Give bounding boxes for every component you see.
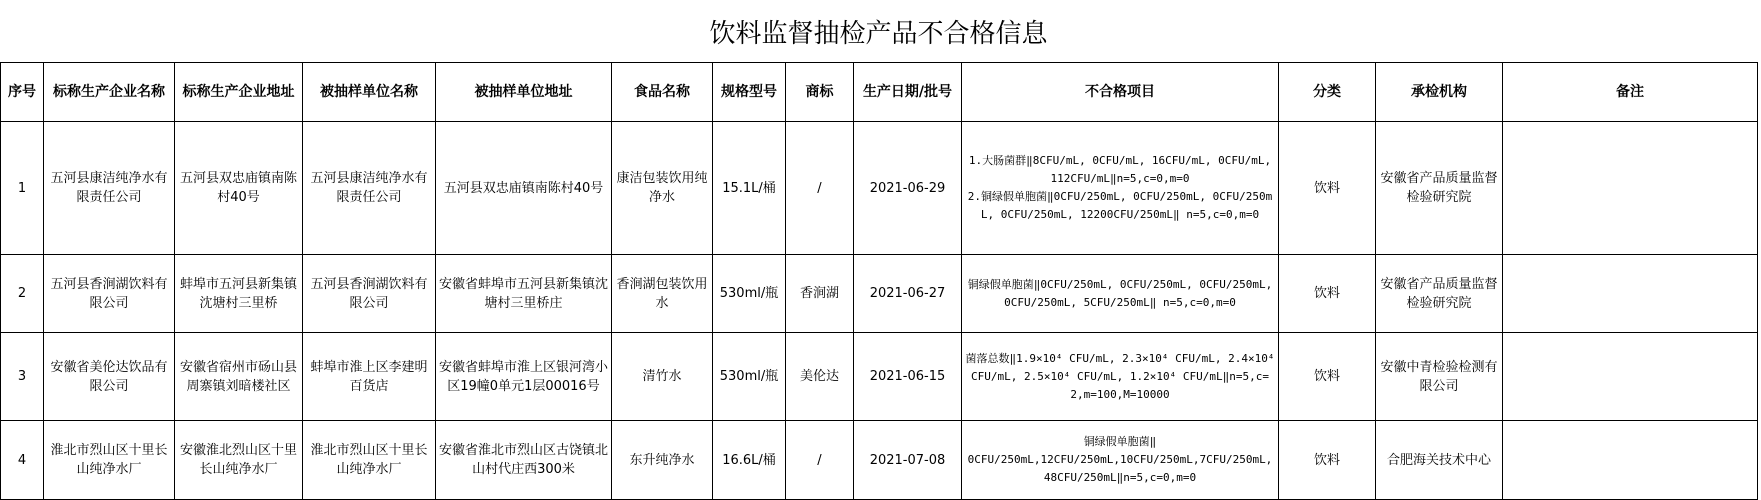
header-spec: 规格型号 [713,63,786,122]
header-category: 分类 [1279,63,1376,122]
cell-spec: 530ml/瓶 [713,255,786,333]
header-producer-address: 标称生产企业地址 [175,63,303,122]
cell-agency: 安徽省产品质量监督检验研究院 [1376,255,1503,333]
cell-spec: 15.1L/桶 [713,122,786,255]
cell-category: 饮料 [1279,122,1376,255]
header-producer: 标称生产企业名称 [44,63,175,122]
cell-category: 饮料 [1279,333,1376,421]
cell-food-name: 香涧湖包装饮用水 [612,255,713,333]
cell-date: 2021-06-27 [854,255,962,333]
cell-producer-address: 蚌埠市五河县新集镇沈塘村三里桥 [175,255,303,333]
cell-sampled-unit: 蚌埠市淮上区李建明百货店 [303,333,436,421]
cell-remark [1503,255,1758,333]
cell-producer: 五河县康洁纯净水有限责任公司 [44,122,175,255]
cell-remark [1503,122,1758,255]
cell-sampled-address: 五河县双忠庙镇南陈村40号 [436,122,612,255]
cell-defect: 铜绿假单胞菌‖0CFU/250mL, 0CFU/250mL, 0CFU/250mL, 0CFU/250mL, 5CFU/250mL‖ n=5,c=0,m=0 [962,255,1279,333]
cell-spec: 16.6L/桶 [713,421,786,500]
cell-sampled-unit: 淮北市烈山区十里长山纯净水厂 [303,421,436,500]
cell-sampled-unit: 五河县香涧湖饮料有限公司 [303,255,436,333]
cell-food-name: 康洁包装饮用纯净水 [612,122,713,255]
cell-sampled-address: 安徽省蚌埠市五河县新集镇沈塘村三里桥庄 [436,255,612,333]
cell-date: 2021-06-15 [854,333,962,421]
cell-producer-address: 五河县双忠庙镇南陈村40号 [175,122,303,255]
table-row [1,255,1758,333]
cell-remark [1503,333,1758,421]
header-defect: 不合格项目 [962,63,1279,122]
cell-date: 2021-06-29 [854,122,962,255]
cell-category: 饮料 [1279,421,1376,500]
cell-producer: 五河县香涧湖饮料有限公司 [44,255,175,333]
header-row [1,63,1758,122]
inspection-table [0,62,1758,500]
header-sampled-address: 被抽样单位地址 [436,63,612,122]
header-remark: 备注 [1503,63,1758,122]
cell-sampled-unit: 五河县康洁纯净水有限责任公司 [303,122,436,255]
cell-brand: 香涧湖 [786,255,854,333]
header-agency: 承检机构 [1376,63,1503,122]
cell-agency: 安徽中青检验检测有限公司 [1376,333,1503,421]
cell-defect: 菌落总数‖1.9×10⁴ CFU/mL, 2.3×10⁴ CFU/mL, 2.4×10⁴ CFU/mL, 2.5×10⁴ CFU/mL, 1.2×10⁴ CFU/mL‖n=5,c=2,m=100,M=10000 [962,333,1279,421]
cell-producer-address: 安徽省宿州市砀山县周寨镇刘暗楼社区 [175,333,303,421]
page-title: 饮料监督抽检产品不合格信息 [709,18,1048,49]
cell-sampled-address: 安徽省淮北市烈山区古饶镇北山村代庄西300米 [436,421,612,500]
header-sampled-unit: 被抽样单位名称 [303,63,436,122]
cell-no: 4 [1,421,44,500]
cell-no: 3 [1,333,44,421]
cell-food-name: 东升纯净水 [612,421,713,500]
header-date: 生产日期/批号 [854,63,962,122]
table-row [1,122,1758,255]
cell-sampled-address: 安徽省蚌埠市淮上区银河湾小区19幢0单元1层00016号 [436,333,612,421]
cell-defect: 1.大肠菌群‖8CFU/mL, 0CFU/mL, 16CFU/mL, 0CFU/mL, 112CFU/mL‖n=5,c=0,m=0 2.铜绿假单胞菌‖0CFU/250mL, 0CFU/250mL, 0CFU/250mL, 0CFU/250mL, 12200CFU/250mL‖ n=5,c=0,m=0 [962,122,1279,255]
cell-food-name: 清竹水 [612,333,713,421]
header-food-name: 食品名称 [612,63,713,122]
cell-brand: / [786,421,854,500]
table-row [1,421,1758,500]
cell-defect: 铜绿假单胞菌‖ 0CFU/250mL,12CFU/250mL,10CFU/250mL,7CFU/250mL,48CFU/250mL‖n=5,c=0,m=0 [962,421,1279,500]
table-row [1,333,1758,421]
cell-producer: 安徽省美伦达饮品有限公司 [44,333,175,421]
cell-agency: 安徽省产品质量监督检验研究院 [1376,122,1503,255]
cell-brand: / [786,122,854,255]
cell-date: 2021-07-08 [854,421,962,500]
cell-agency: 合肥海关技术中心 [1376,421,1503,500]
cell-producer: 淮北市烈山区十里长山纯净水厂 [44,421,175,500]
cell-remark [1503,421,1758,500]
cell-no: 2 [1,255,44,333]
cell-producer-address: 安徽淮北烈山区十里长山纯净水厂 [175,421,303,500]
header-brand: 商标 [786,63,854,122]
cell-spec: 530ml/瓶 [713,333,786,421]
cell-brand: 美伦达 [786,333,854,421]
header-no: 序号 [1,63,44,122]
cell-no: 1 [1,122,44,255]
cell-category: 饮料 [1279,255,1376,333]
